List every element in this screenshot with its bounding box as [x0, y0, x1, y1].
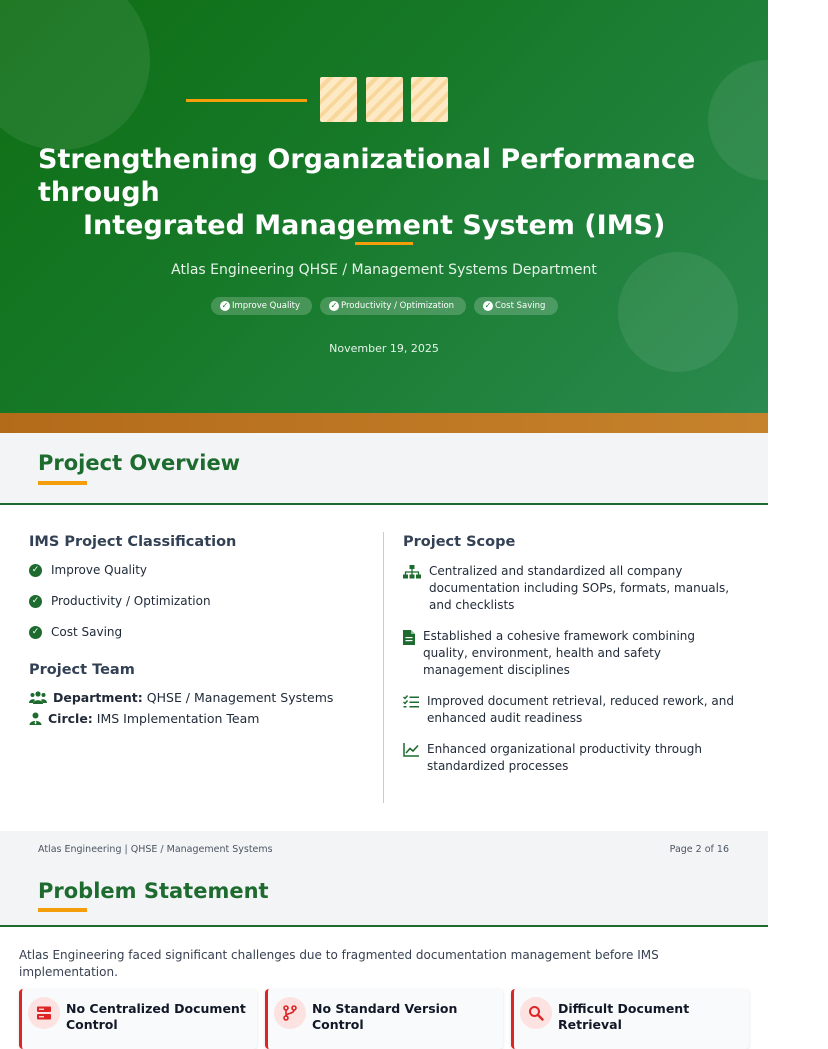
department-label: Department:: [53, 690, 143, 705]
divider-band: [0, 413, 768, 433]
decor-circle: [0, 0, 150, 150]
decor-tile: [366, 77, 403, 122]
page-title: [38, 143, 738, 242]
classification-label: Cost Saving: [51, 625, 123, 639]
title-underline: [355, 242, 413, 245]
users-icon: [29, 691, 47, 704]
scope-item: [403, 741, 743, 775]
scope-text: Enhanced organizational productivity through standardized processes: [427, 742, 702, 773]
title-line-1: Strengthening Organizational Performance through: [38, 144, 696, 208]
section-title-underline: [38, 481, 87, 485]
scope-item: [403, 628, 743, 679]
check-circle-icon: ✓: [29, 626, 42, 639]
card-title: No Centralized Document Control: [66, 1001, 246, 1032]
server-icon: [36, 1005, 52, 1021]
card-title: No Standard Version Control: [312, 1001, 458, 1032]
user-tie-icon: [29, 712, 42, 725]
check-circle-icon: ✓: [29, 595, 42, 608]
search-icon: [528, 1005, 544, 1021]
team-department-row: [29, 690, 333, 705]
team-heading: Project Team: [29, 662, 135, 678]
decor-tile: [320, 77, 357, 122]
column-divider: [383, 532, 384, 803]
section-header-overview: [0, 433, 768, 505]
card-title: Difficult Document Retrieval: [558, 1001, 690, 1032]
title-line-2: Integrated Management System (IMS): [83, 210, 666, 241]
checklist-icon: [403, 695, 419, 709]
tag-pill-improve-quality: [211, 297, 312, 315]
title-hero: [0, 0, 768, 413]
problem-card: [19, 989, 257, 1049]
branch-icon: [282, 1005, 298, 1021]
classification-item: [29, 594, 211, 608]
scope-heading: Project Scope: [403, 534, 516, 550]
document-icon: [403, 630, 415, 645]
check-circle-icon: ✓: [29, 564, 42, 577]
card-icon-badge: [28, 997, 60, 1029]
section-title: Project Overview: [38, 451, 241, 475]
problem-intro: Atlas Engineering faced significant challenges due to fragmented documentation management before IMS implementation.: [19, 948, 659, 979]
scope-text: Improved document retrieval, reduced rework, and enhanced audit readiness: [427, 694, 734, 725]
footer-company: Atlas Engineering | QHSE / Management Systems: [38, 844, 273, 855]
decor-tile: [411, 77, 448, 122]
page-number: Page 2 of 16: [669, 844, 729, 855]
classification-item: [29, 563, 147, 577]
classification-heading: IMS Project Classification: [29, 534, 237, 550]
section-title-underline: [38, 908, 87, 912]
scope-text: Centralized and standardized all company documentation including SOPs, formats, manuals, and checklists: [429, 564, 730, 612]
card-icon-badge: [274, 997, 306, 1029]
check-circle-icon: ✓: [330, 301, 338, 310]
tag-pill-productivity: [320, 297, 466, 315]
presentation-date: November 19, 2025: [329, 342, 439, 355]
circle-label: Circle:: [48, 711, 93, 726]
card-icon-badge: [520, 997, 552, 1029]
tag-pill-cost-saving: [474, 297, 558, 315]
page-subtitle: Atlas Engineering QHSE / Management Systems Department: [171, 262, 597, 278]
scope-item: [403, 563, 743, 614]
check-circle-icon: ✓: [484, 301, 492, 310]
classification-label: Productivity / Optimization: [51, 594, 211, 608]
section-header-problem: [0, 861, 768, 927]
classification-label: Improve Quality: [51, 563, 148, 577]
pill-label: Cost Saving: [495, 301, 546, 311]
scope-item: [403, 693, 743, 727]
scope-text: Established a cohesive framework combining quality, environment, health and safety management disciplines: [423, 629, 696, 677]
classification-item: [29, 625, 122, 639]
team-circle-row: [29, 711, 259, 726]
pill-label: Productivity / Optimization: [341, 301, 455, 311]
accent-line: [186, 99, 307, 102]
problem-card: [265, 989, 503, 1049]
line-chart-icon: [403, 743, 419, 757]
problem-card: [511, 989, 749, 1049]
pill-label: Improve Quality: [232, 301, 301, 311]
sitemap-icon: [403, 565, 421, 579]
section-title: Problem Statement: [38, 879, 269, 903]
department-value: QHSE / Management Systems: [146, 690, 334, 705]
circle-value: IMS Implementation Team: [96, 711, 260, 726]
check-circle-icon: ✓: [221, 301, 229, 310]
